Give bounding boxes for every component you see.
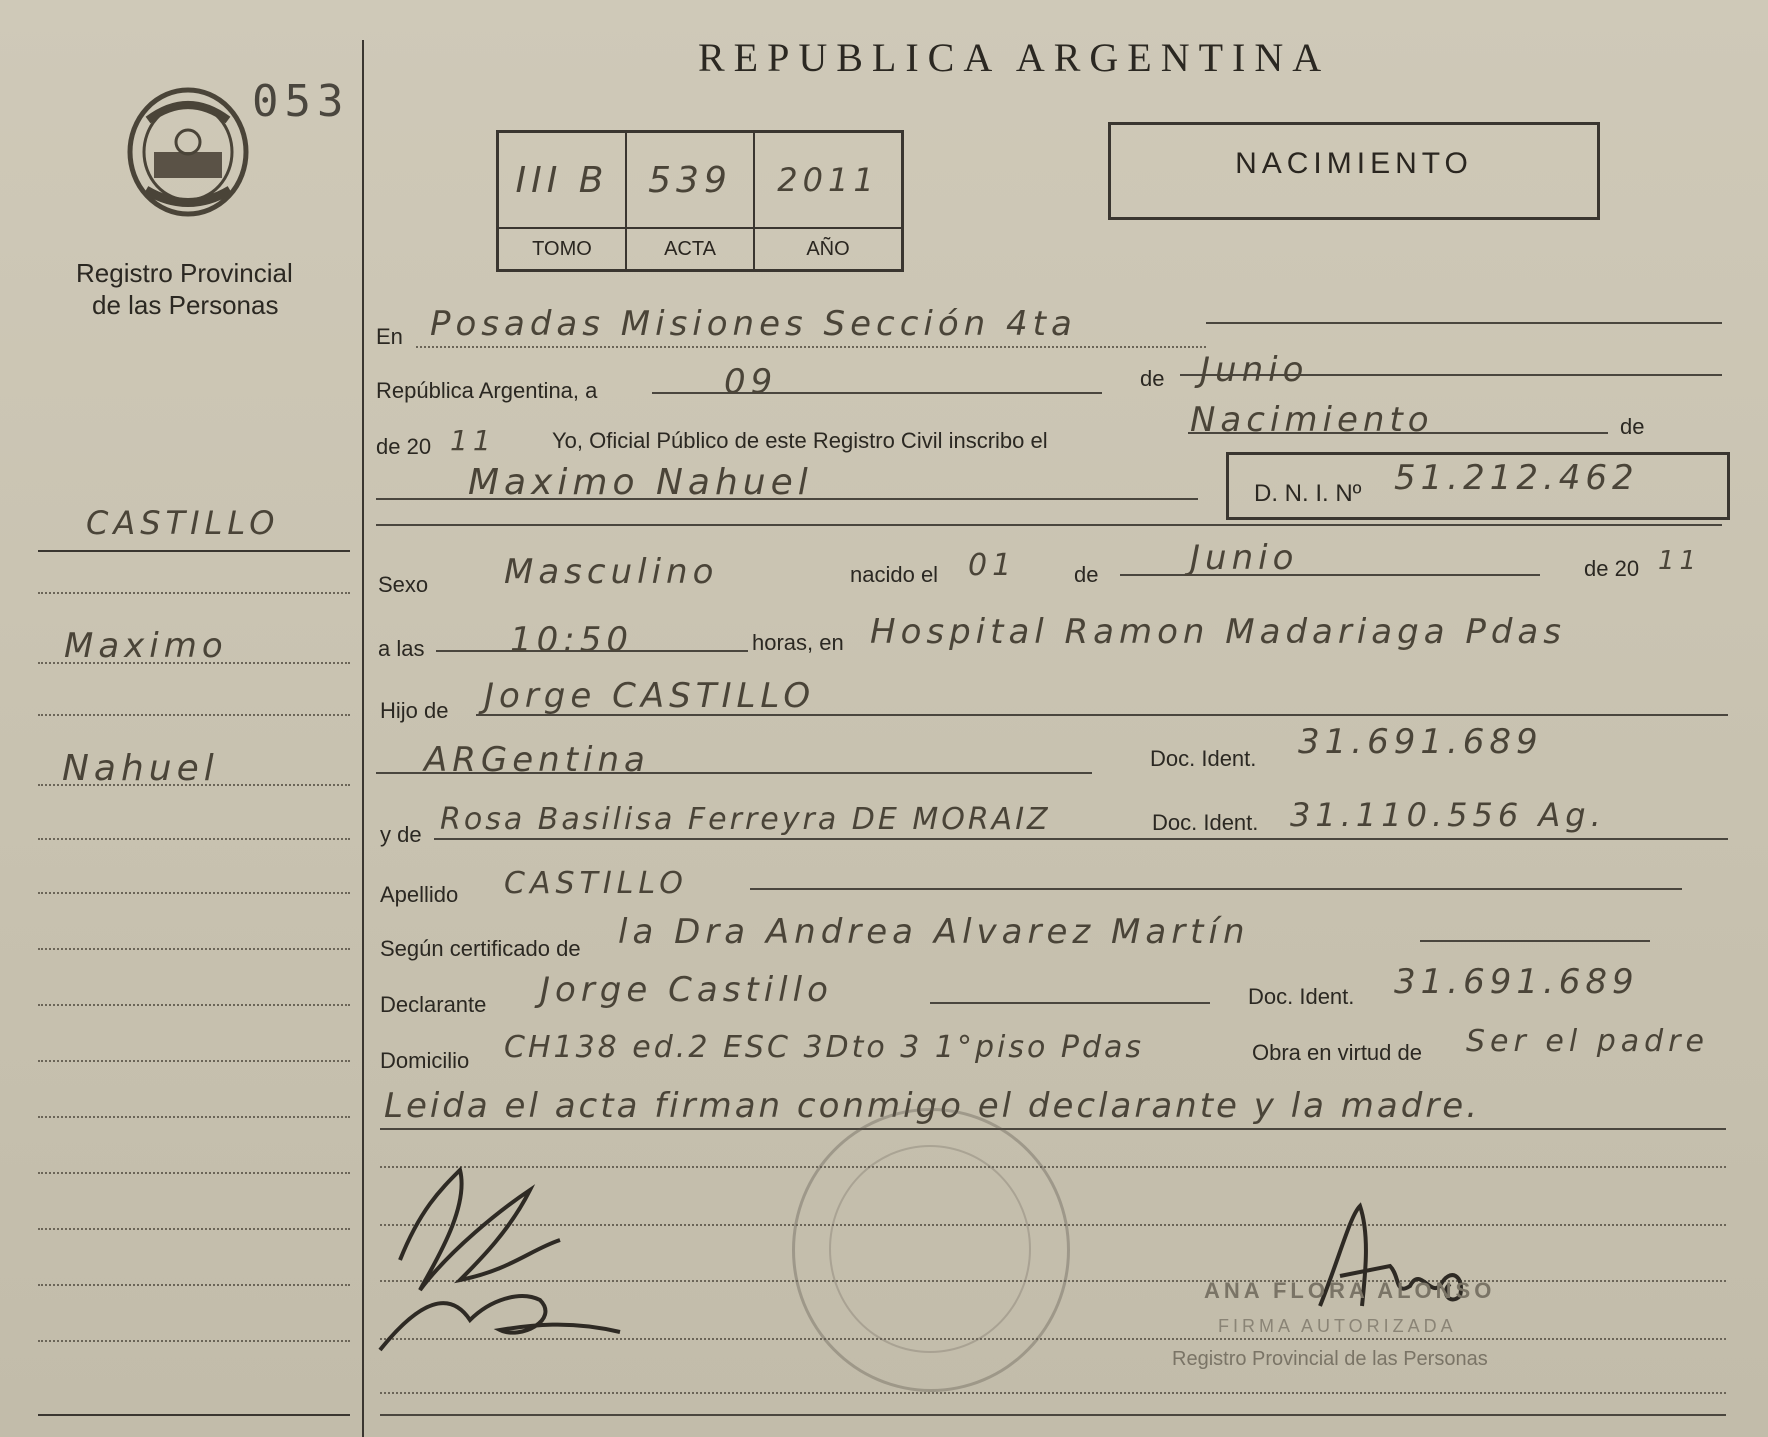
republica-label: República Argentina, a <box>376 378 598 403</box>
field-line <box>750 888 1682 890</box>
margin-rule <box>38 1284 350 1286</box>
margin-rule <box>38 892 350 894</box>
tomo-label: TOMO <box>499 229 627 269</box>
mother-name: Rosa Basilisa Ferreyra DE MORAIZ <box>440 802 1051 837</box>
field-line <box>380 1392 1726 1394</box>
father-nationality: ARGentina <box>424 740 650 780</box>
de-label-2: de <box>1620 414 1645 439</box>
de20-label: de 20 <box>376 434 432 459</box>
certificado-value: la Dra Andrea Alvarez Martín <box>618 912 1250 952</box>
field-line <box>652 392 1102 394</box>
de-label: de <box>1140 366 1165 391</box>
mother-doc-label: Doc. Ident. <box>1152 810 1259 835</box>
signature-official-icon <box>1300 1196 1500 1326</box>
field-line <box>376 524 1722 526</box>
margin-rule <box>38 592 350 594</box>
de-label-3: de <box>1074 562 1099 587</box>
registration-day: 09 <box>724 362 778 402</box>
anio-value: 2011 <box>755 133 901 229</box>
margin-rule <box>38 1172 350 1174</box>
sexo-value: Masculino <box>504 552 719 592</box>
child-given-names: Maximo Nahuel <box>468 462 813 503</box>
declarante-doc-value: 31.691.689 <box>1394 962 1639 1002</box>
margin-rule <box>38 1116 350 1118</box>
acta-value: 539 <box>627 133 755 229</box>
record-type-box <box>1108 122 1600 220</box>
father-doc-value: 31.691.689 <box>1298 722 1543 762</box>
sexo-label: Sexo <box>378 572 429 597</box>
margin-rule <box>38 1414 350 1416</box>
record-type-label: NACIMIENTO <box>1235 147 1473 180</box>
oficial-text: Yo, Oficial Público de este Registro Civil inscribo el <box>552 428 1048 453</box>
margin-rule <box>38 948 350 950</box>
field-line <box>380 1414 1726 1416</box>
margin-rule <box>38 662 350 664</box>
field-line <box>1206 322 1722 324</box>
field-line <box>434 838 1728 840</box>
birth-day: 01 <box>968 548 1017 583</box>
record-number-table <box>496 130 904 272</box>
registration-year-suffix: 11 <box>450 424 496 457</box>
birth-month: Junio <box>1190 538 1299 578</box>
margin-surname: CASTILLO <box>86 504 280 542</box>
apellido-value: CASTILLO <box>504 866 688 901</box>
declarante-label: Declarante <box>380 992 487 1017</box>
hijo-label: Hijo de <box>380 698 449 723</box>
obra-value: Ser el padre <box>1466 1024 1709 1059</box>
official-round-stamp-icon <box>792 1108 1070 1392</box>
domicilio-label: Domicilio <box>380 1048 470 1073</box>
margin-rule <box>38 1060 350 1062</box>
document-number: 053 <box>252 76 350 127</box>
field-line <box>1420 940 1650 942</box>
field-line <box>416 346 1206 348</box>
mother-doc-value: 31.110.556 Ag. <box>1290 796 1606 834</box>
field-line <box>380 1128 1726 1130</box>
margin-rule <box>38 838 350 840</box>
acta-label: ACTA <box>627 229 755 269</box>
page-title: REPUBLICA ARGENTINA <box>698 35 1331 80</box>
tomo-value: III B <box>499 133 627 229</box>
registry-label-line2: de las Personas <box>92 290 279 320</box>
yde-label: y de <box>380 822 422 847</box>
closing-statement: Leida el acta firman conmigo el declarante y la madre. <box>384 1086 1481 1126</box>
field-line <box>376 772 1092 774</box>
margin-rule <box>38 1340 350 1342</box>
father-doc-label: Doc. Ident. <box>1150 746 1257 771</box>
registry-label-line1: Registro Provincial <box>76 258 293 288</box>
apellido-label: Apellido <box>380 882 459 907</box>
margin-first-name: Maximo <box>64 626 228 666</box>
nacido-label: nacido el <box>850 562 939 587</box>
declarante-doc-label: Doc. Ident. <box>1248 984 1355 1009</box>
alas-label: a las <box>378 636 425 661</box>
margin-rule <box>38 1004 350 1006</box>
obra-label: Obra en virtud de <box>1252 1040 1422 1065</box>
provincial-seal-icon <box>118 80 258 230</box>
dni-value: 51.212.462 <box>1394 458 1639 498</box>
margin-rule <box>38 714 350 716</box>
en-label: En <box>376 324 403 349</box>
signature-declarante-icon <box>360 1150 660 1370</box>
de20-label-2: de 20 <box>1584 556 1640 581</box>
birth-place: Hospital Ramon Madariaga Pdas <box>870 612 1566 652</box>
birth-year-suffix: 11 <box>1658 546 1702 576</box>
father-name: Jorge CASTILLO <box>484 676 816 716</box>
official-name: ANA FLORA ALONSO <box>1204 1278 1496 1303</box>
margin-rule <box>38 550 350 552</box>
horas-label: horas, en <box>752 630 844 655</box>
place-of-registry: Posadas Misiones Sección 4ta <box>430 304 1077 344</box>
margin-rule <box>38 784 350 786</box>
official-registry: Registro Provincial de las Personas <box>1172 1348 1488 1370</box>
domicilio-value: CH138 ed.2 ESC 3Dto 3 1°piso Pdas <box>504 1030 1145 1065</box>
field-line <box>930 1002 1210 1004</box>
birth-hour: 10:50 <box>510 620 633 660</box>
margin-rule <box>38 1228 350 1230</box>
anio-label: AÑO <box>806 237 850 260</box>
declarante-value: Jorge Castillo <box>540 970 833 1010</box>
field-line <box>1120 574 1540 576</box>
official-firma: FIRMA AUTORIZADA <box>1218 1316 1457 1336</box>
margin-second-name: Nahuel <box>62 748 219 789</box>
registration-month: Junio <box>1200 350 1309 390</box>
certificado-label: Según certificado de <box>380 936 581 961</box>
field-line <box>476 714 1728 716</box>
inscribo-value: Nacimiento <box>1190 400 1434 440</box>
dni-label: D. N. I. Nº <box>1254 480 1362 507</box>
